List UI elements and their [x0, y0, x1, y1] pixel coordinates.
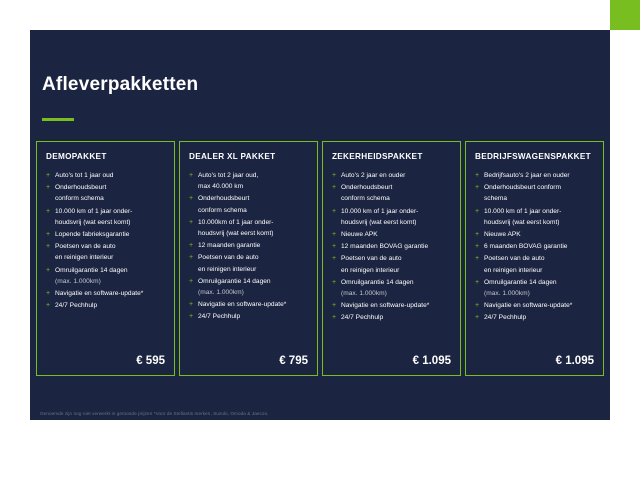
package-price: € 1.095 [412, 355, 451, 367]
plus-icon: + [46, 302, 51, 310]
feature-text: Navigatie en software-update* [484, 302, 573, 310]
feature-text: Nieuwe APK [341, 231, 378, 239]
feature-subtext: houdsvrij (wat eerst komt) [55, 218, 131, 226]
feature-text: 12 maanden BOVAG garantie [341, 243, 429, 251]
feature-item [475, 229, 594, 240]
feature-item [475, 300, 594, 311]
footnote-text: Genoemde zijn nog niet verwerkt in getoonde prijzen *Voor de Stellantis merken, Suzuki, Omoda & Jaecoo. [40, 411, 269, 416]
feature-subtext: en reinigen interieur [55, 254, 114, 262]
feature-item [46, 300, 165, 311]
package-card-title: DEMOPAKKET [46, 152, 107, 161]
feature-item [46, 229, 165, 240]
plus-icon: + [475, 172, 480, 179]
feature-item [332, 253, 451, 275]
plus-icon: + [46, 243, 51, 251]
feature-item [475, 206, 594, 228]
feature-text: Auto's 2 jaar en ouder [341, 172, 406, 179]
feature-item [475, 241, 594, 252]
plus-icon: + [332, 172, 337, 179]
plus-icon: + [332, 231, 337, 239]
feature-text: Navigatie en software-update* [198, 301, 287, 309]
accent-square [610, 0, 640, 30]
feature-item [475, 253, 594, 275]
feature-item [46, 182, 165, 204]
feature-subtext: (max. 1.000km) [341, 290, 387, 298]
plus-icon: + [189, 172, 194, 179]
feature-text: 10.000 km of 1 jaar onder- [484, 207, 562, 215]
feature-item [46, 206, 165, 228]
plus-icon: + [332, 302, 337, 310]
feature-subtext: conform schema [198, 206, 247, 214]
feature-item [332, 277, 451, 299]
feature-item [475, 277, 594, 299]
feature-item [332, 241, 451, 252]
feature-subtext: (max. 1.000km) [484, 290, 530, 298]
feature-item [189, 299, 308, 310]
feature-item [189, 240, 308, 251]
feature-subtext: en reinigen interieur [341, 266, 400, 274]
plus-icon: + [475, 314, 480, 322]
feature-text: Omruilgarantie 14 dagen [341, 278, 414, 286]
plus-icon: + [46, 290, 51, 298]
package-card-title: DEALER XL PAKKET [189, 152, 276, 161]
feature-text: 24/7 Pechhulp [55, 302, 98, 310]
plus-icon: + [189, 254, 194, 262]
plus-icon: + [46, 184, 51, 192]
feature-subtext: (max. 1.000km) [198, 289, 244, 297]
feature-item [332, 170, 451, 181]
feature-item [475, 182, 594, 204]
feature-text: Poetsen van de auto [341, 255, 402, 263]
feature-text: Omruilgarantie 14 dagen [198, 277, 271, 285]
feature-text: Navigatie en software-update* [55, 290, 144, 298]
feature-subtext: max 40.000 km [198, 183, 244, 191]
plus-icon: + [475, 278, 480, 286]
feature-item [475, 312, 594, 323]
package-price: € 795 [279, 355, 308, 367]
feature-item [189, 193, 308, 215]
plus-icon: + [475, 184, 480, 192]
plus-icon: + [332, 278, 337, 286]
feature-subtext: conform schema [55, 195, 104, 203]
feature-text: Omruilgarantie 14 dagen [55, 266, 128, 274]
plus-icon: + [475, 231, 480, 239]
feature-text: 10.000 km of 1 jaar onder- [341, 207, 419, 215]
feature-item [46, 241, 165, 263]
plus-icon: + [46, 231, 51, 239]
plus-icon: + [189, 195, 194, 203]
feature-text: Onderhoudsbeurt [198, 195, 250, 203]
feature-list [475, 170, 594, 345]
package-price: € 595 [136, 355, 165, 367]
page-title: Afleverpakketten [42, 74, 199, 95]
feature-item [332, 300, 451, 311]
plus-icon: + [46, 266, 51, 274]
feature-text: Poetsen van de auto [55, 243, 116, 251]
feature-subtext: houdsvrij (wat eerst komt) [198, 230, 274, 238]
plus-icon: + [332, 207, 337, 215]
feature-item [189, 170, 308, 192]
feature-item [46, 265, 165, 287]
package-card-list [36, 141, 604, 376]
feature-text: Auto's tot 1 jaar oud [55, 172, 114, 179]
feature-text: 10.000km of 1 jaar onder- [198, 218, 274, 226]
package-card-title: ZEKERHEIDSPAKKET [332, 152, 423, 161]
package-card[interactable] [36, 141, 175, 376]
feature-item [332, 206, 451, 228]
feature-subtext: en reinigen interieur [484, 266, 543, 274]
feature-item [332, 182, 451, 204]
feature-subtext: houdsvrij (wat eerst komt) [484, 218, 560, 226]
feature-text: 24/7 Pechhulp [341, 314, 384, 322]
feature-text: 10.000 km of 1 jaar onder- [55, 207, 133, 215]
plus-icon: + [332, 314, 337, 322]
feature-item [332, 312, 451, 323]
feature-list [332, 170, 451, 345]
feature-text: Onderhoudsbeurt conform [484, 184, 561, 192]
feature-item [46, 288, 165, 299]
plus-icon: + [46, 172, 51, 179]
feature-text: Auto's tot 2 jaar oud, [198, 172, 259, 179]
plus-icon: + [475, 302, 480, 310]
feature-text: Bedrijfsauto's 2 jaar en ouder [484, 172, 570, 179]
top-white-strip [0, 0, 610, 30]
feature-text: Lopende fabrieksgarantie [55, 231, 130, 239]
feature-subtext: conform schema [341, 195, 390, 203]
feature-subtext: houdsvrij (wat eerst komt) [341, 218, 417, 226]
feature-subtext: schema [484, 195, 508, 203]
feature-text: Onderhoudsbeurt [55, 184, 107, 192]
plus-icon: + [189, 242, 194, 250]
plus-icon: + [332, 184, 337, 192]
feature-item [332, 229, 451, 240]
feature-subtext: (max. 1.000km) [55, 277, 101, 285]
package-card[interactable] [465, 141, 604, 376]
feature-text: 12 maanden garantie [198, 242, 261, 250]
feature-text: 6 maanden BOVAG garantie [484, 243, 568, 251]
feature-item [189, 252, 308, 274]
plus-icon: + [189, 218, 194, 226]
plus-icon: + [46, 207, 51, 215]
plus-icon: + [189, 301, 194, 309]
feature-text: Nieuwe APK [484, 231, 521, 239]
feature-item [475, 170, 594, 181]
feature-list [46, 170, 165, 345]
plus-icon: + [475, 255, 480, 263]
package-price: € 1.095 [555, 355, 594, 367]
plus-icon: + [332, 255, 337, 263]
feature-text: Omruilgarantie 14 dagen [484, 278, 557, 286]
feature-text: Poetsen van de auto [198, 254, 259, 262]
plus-icon: + [475, 207, 480, 215]
package-card-title: BEDRIJFSWAGENSPAKKET [475, 152, 591, 161]
title-underline [42, 118, 74, 121]
feature-text: 24/7 Pechhulp [484, 314, 527, 322]
feature-subtext: en reinigen interieur [198, 265, 257, 273]
plus-icon: + [332, 243, 337, 251]
feature-item [189, 217, 308, 239]
feature-item [189, 311, 308, 322]
plus-icon: + [475, 243, 480, 251]
plus-icon: + [189, 313, 194, 321]
feature-text: Navigatie en software-update* [341, 302, 430, 310]
feature-text: Poetsen van de auto [484, 255, 545, 263]
feature-list [189, 170, 308, 345]
plus-icon: + [189, 277, 194, 285]
feature-item [189, 276, 308, 298]
feature-text: 24/7 Pechhulp [198, 313, 241, 321]
feature-item [46, 170, 165, 181]
feature-text: Onderhoudsbeurt [341, 184, 393, 192]
package-card[interactable] [179, 141, 318, 376]
package-card[interactable] [322, 141, 461, 376]
